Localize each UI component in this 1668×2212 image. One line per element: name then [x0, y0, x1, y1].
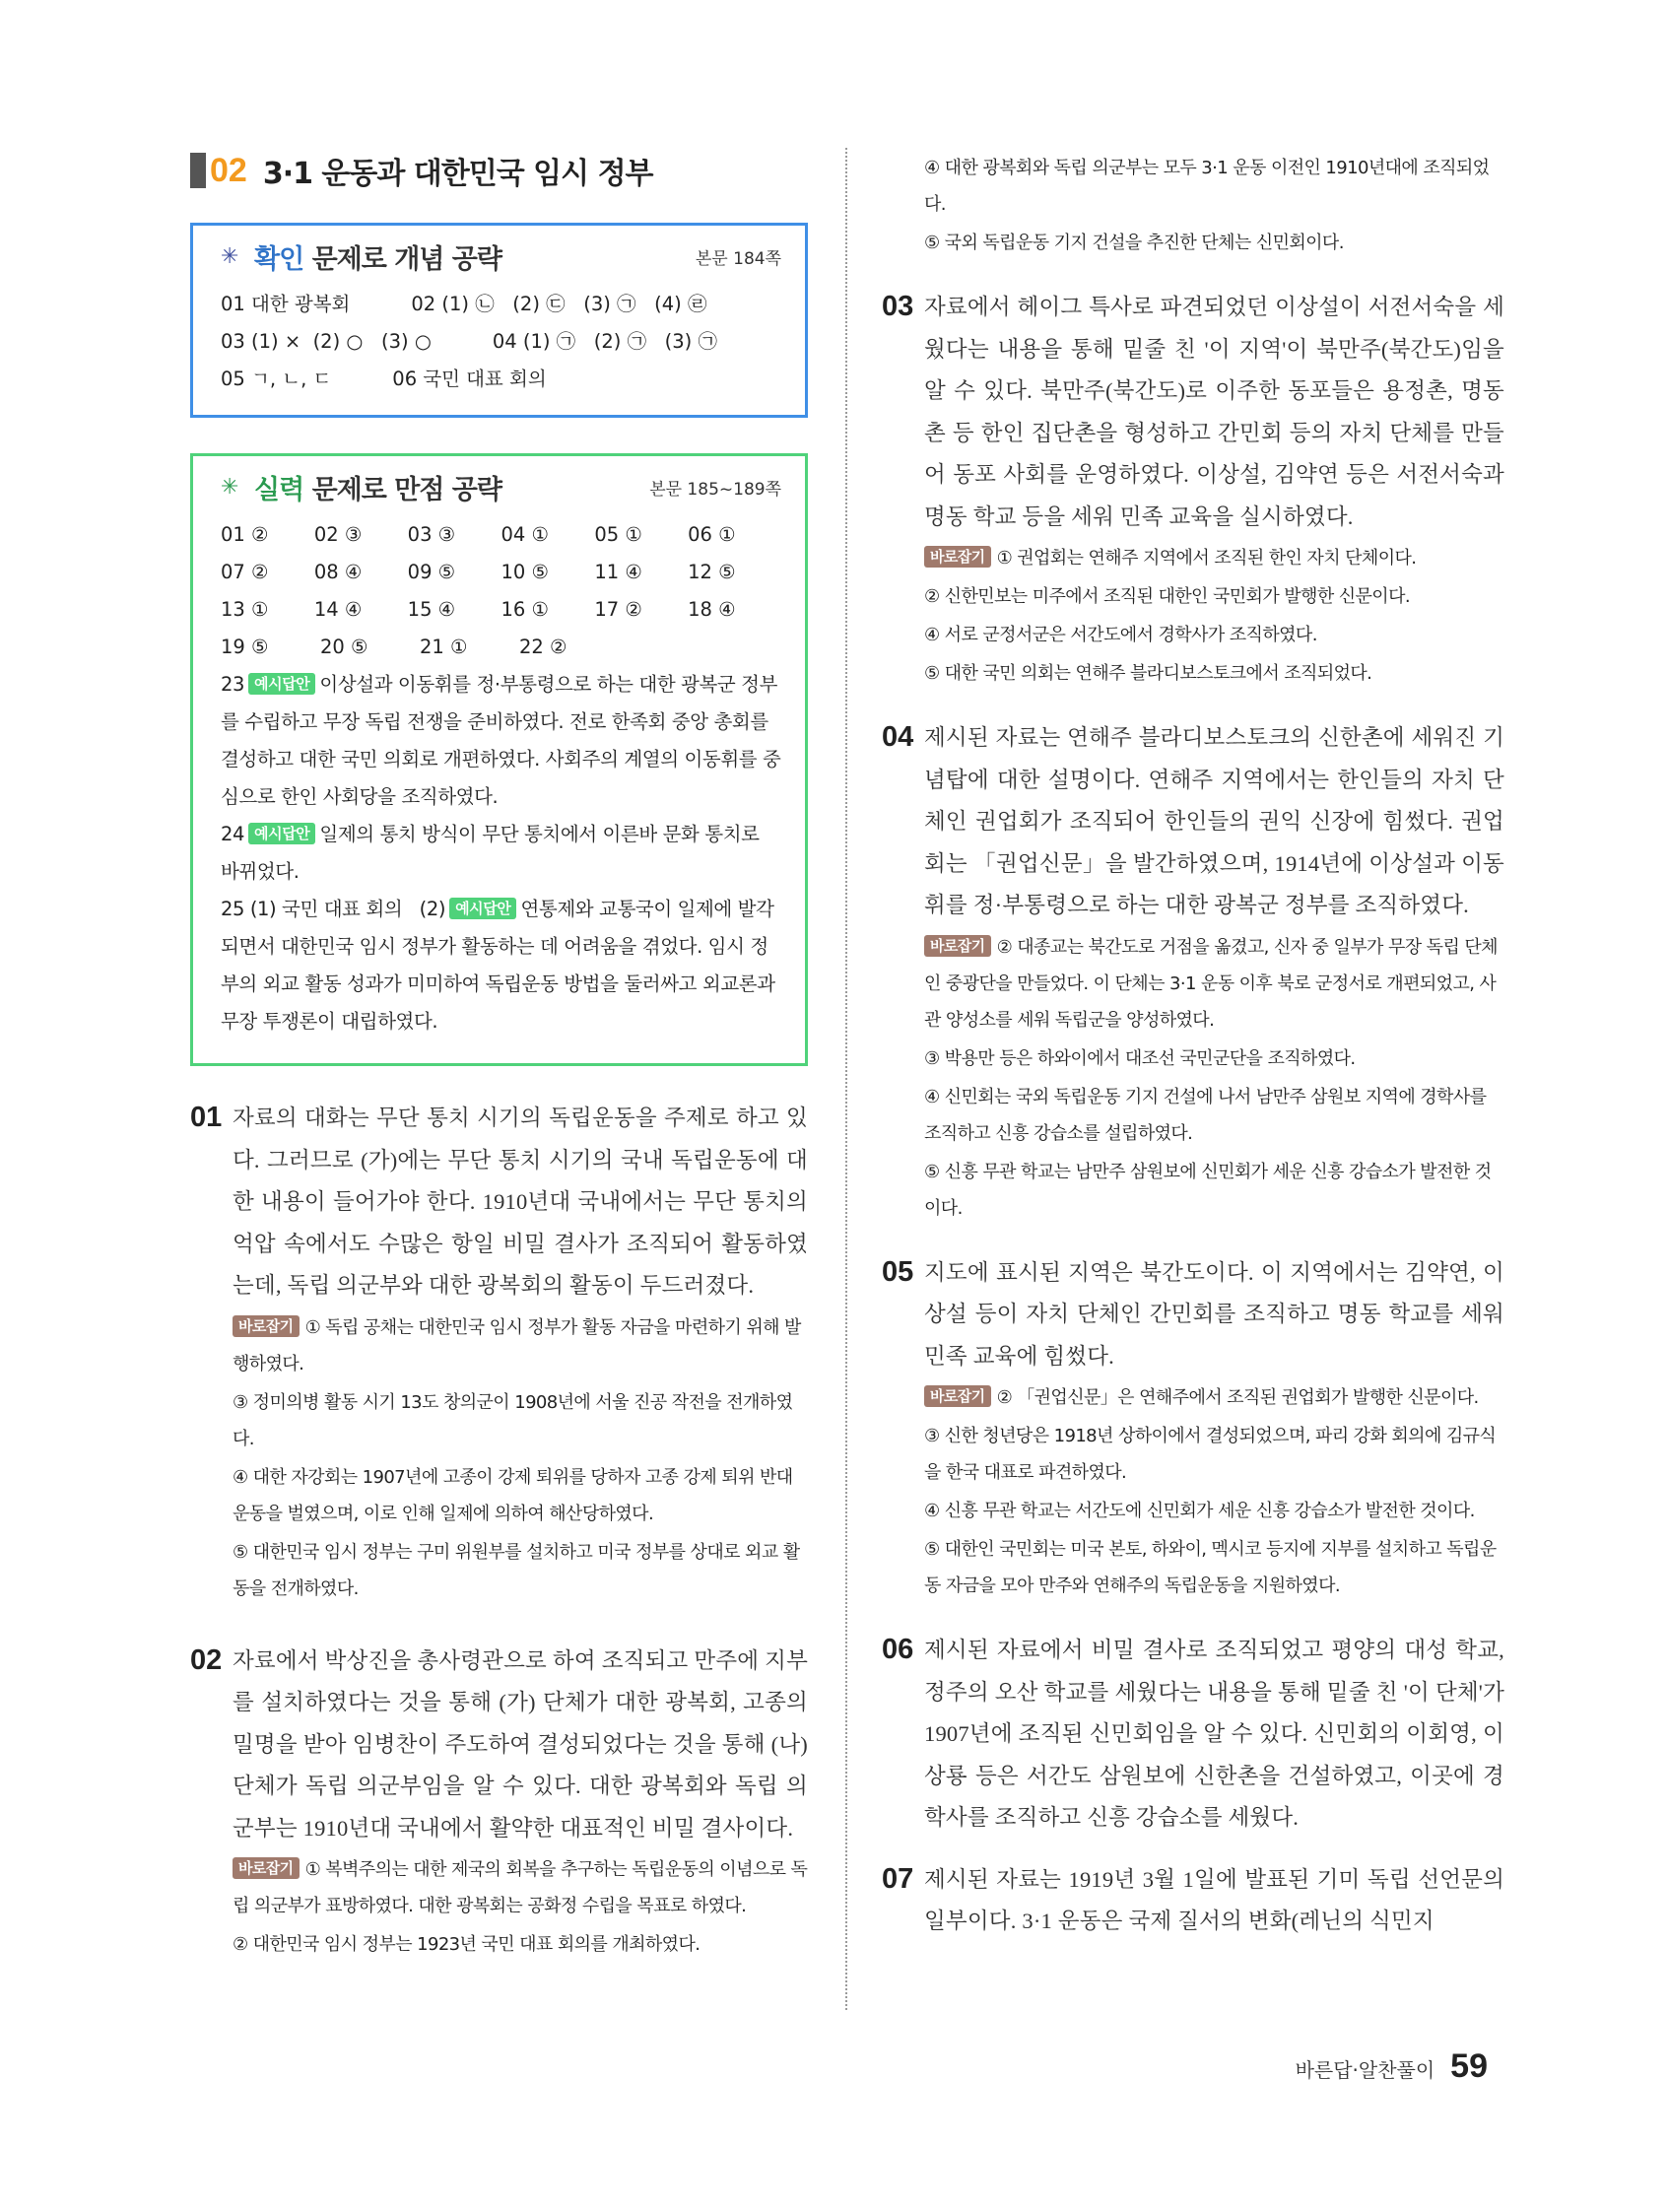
correction-line: ④ 신민회는 국외 독립운동 기지 건설에 나서 남만주 삼원보 지역에 경학사를 조직하고 신흥 강습소를 설립하였다. [924, 1086, 1487, 1144]
correction-tag: 바로잡기 [233, 1315, 300, 1337]
answer-line: 05 ㄱ, ㄴ, ㄷ 06 국민 대표 회의 [221, 368, 547, 390]
answer-cell: 03 ③ [407, 523, 456, 546]
correction-tag: 바로잡기 [924, 1385, 991, 1407]
answer-cell: 04 ① [500, 523, 549, 546]
item-explanation: 자료에서 박상진을 총사령관으로 하여 조직되고 만주에 지부를 설치하였다는 것을 통해 (가) 단체가 대한 광복회, 고종의 밀명을 받아 임병찬이 주도하여 결성되었다는 것을 통해 (나) 단체가 독립 의군부임을 알 수 있다. 대한 광복회와 독립 의군부는 1910년대 국내에서 활약한 대표적인 비밀 결사이다. [233, 1647, 808, 1841]
section-bar [190, 153, 206, 188]
section-number: 02 [210, 151, 247, 189]
concept-check-box [190, 223, 808, 418]
box-header [221, 468, 781, 506]
correction-tag: 바로잡기 [924, 546, 991, 568]
section-title [190, 148, 808, 193]
correction-line: ④ 신흥 무관 학교는 서간도에 신민회가 세운 신흥 강습소가 발전한 것이다. [924, 1501, 1475, 1521]
answer-25: 25 (1) 국민 대표 회의 (2) 예시답안 연통제와 교통국이 일제에 발각되면서 대한민국 임시 정부가 활동하는 데 어려움을 겪었다. 임시 정부의 외교 활동 성과가 미미하여 독립운동 방법을 둘러싸고 외교론과 무장 투쟁론이 대립하였다. [221, 898, 775, 1033]
section-heading: 3·1 운동과 대한민국 임시 정부 [262, 157, 653, 191]
answer-cell: 11 ④ [594, 561, 642, 583]
answer-cell: 13 ① [221, 598, 269, 621]
correction-line: ④ 대한 광복회와 독립 의군부는 모두 3·1 운동 이전인 1910년대에 조직되었다. [924, 158, 1490, 215]
answer-row [221, 516, 781, 554]
correction-line: ③ 박용만 등은 하와이에서 대조선 국민군단을 조직하였다. [924, 1047, 1356, 1069]
example-answer-tag: 예시답안 [248, 823, 315, 844]
answer-cell: 14 ④ [313, 598, 363, 621]
item-number: 06 [882, 1634, 914, 1665]
correction: 바로잡기 ① 복벽주의는 대한 제국의 회복을 추구하는 독립운동의 이념으로 독립 의군부가 표방하였다. 대한 광복회는 공화정 수립을 목표로 하였다. [233, 1859, 808, 1916]
item-explanation: 제시된 자료에서 비밀 결사로 조직되었고 평양의 대성 학교, 정주의 오산 학교를 세웠다는 내용을 통해 밑줄 친 '이 단체'가 1907년에 조직된 신민회임을 알 수 있다. 신민회의 이회영, 이상룡 등은 서간도 삼원보에 신한촌을 건설하였고, 이곳에 경학사를 조직하고 신흥 강습소를 세웠다. [924, 1638, 1504, 1830]
answer-cell: 20 ⑤ [320, 636, 368, 658]
box-header [221, 237, 781, 276]
answer-row [221, 554, 781, 591]
correction-line: ⑤ 대한 국민 의회는 연해주 블라디보스토크에서 조직되었다. [924, 663, 1372, 684]
item-explanation: 제시된 자료는 1919년 3월 1일에 발표된 기미 독립 선언문의 일부이다. 3·1 운동은 국제 질서의 변화(레닌의 식민지 [924, 1866, 1504, 1933]
correction: 바로잡기 ① 권업회는 연해주 지역에서 조직된 한인 자치 단체이다. [924, 540, 1504, 576]
skill-check-box [190, 453, 808, 1066]
answer-cell: 05 ① [594, 523, 642, 546]
item-explanation: 지도에 표시된 지역은 북간도이다. 이 지역에서는 김약연, 이상설 등이 자치 단체인 간민회를 조직하고 명동 학교를 세워 민족 교육에 힘썼다. [924, 1259, 1504, 1369]
answer-cell: 08 ④ [313, 561, 363, 583]
answer-line: 01 대한 광복회 02 (1) ㉡ (2) ㉢ (3) ㉠ (4) ㉣ [221, 293, 707, 315]
answer-row [221, 629, 781, 666]
correction-line: ③ 정미의병 활동 시기 13도 창의군이 1908년에 서울 진공 작전을 전개하였다. [233, 1391, 793, 1449]
footer-title: 바른답·알찬풀이 [1295, 2058, 1435, 2082]
explanation-item [882, 287, 1504, 692]
explanation-item [190, 1098, 808, 1607]
page-reference: 본문 185~189쪽 [649, 480, 781, 500]
page-number: 59 [1450, 2047, 1488, 2085]
answer-cell: 12 ⑤ [688, 561, 736, 583]
answer-cell: 18 ④ [688, 598, 736, 621]
answer-cell: 15 ④ [407, 598, 456, 621]
right-column [882, 148, 1504, 1943]
correction: 바로잡기 ② 「권업신문」은 연해주에서 조직된 권업회가 발행한 신문이다. [924, 1379, 1504, 1416]
item-number: 03 [882, 291, 914, 322]
correction-line: ⑤ 신흥 무관 학교는 남만주 삼원보에 신민회가 세운 신흥 강습소가 발전한 것이다. [924, 1161, 1492, 1219]
answer-cell: 09 ⑤ [407, 561, 456, 583]
correction-line: ③ 신한 청년당은 1918년 상하이에서 결성되었으며, 파리 강화 회의에 김규식을 한국 대표로 파견하였다. [924, 1426, 1497, 1483]
answer-line: 03 (1) × (2) ○ (3) ○ 04 (1) ㉠ (2) ㉠ (3) ㉠ [221, 330, 717, 353]
correction-tag: 바로잡기 [233, 1857, 300, 1879]
correction-line: ② 신한민보는 미주에서 조직된 대한인 국민회가 발행한 신문이다. [924, 586, 1410, 607]
answer-cell: 07 ② [221, 561, 269, 583]
answer-cell: 22 ② [519, 636, 567, 658]
explanation-item [190, 1641, 808, 1964]
answer-cell: 21 ① [420, 636, 468, 658]
item-number: 07 [882, 1862, 914, 1895]
sparkle-icon: ✳ [221, 475, 239, 500]
answer-row [221, 591, 781, 629]
answer-cell: 19 ⑤ [221, 636, 269, 658]
item-number: 02 [190, 1643, 223, 1676]
explanation-item [882, 717, 1504, 1227]
correction-line: ④ 대한 자강회는 1907년에 고종이 강제 퇴위를 당하자 고종 강제 퇴위 반대 운동을 벌였으며, 이로 인해 일제에 의하여 해산당하였다. [233, 1466, 793, 1524]
answer-cell: 01 ② [221, 523, 269, 546]
box-title: 실력 문제로 만점 공략 [254, 475, 501, 505]
page-reference: 본문 184쪽 [695, 249, 781, 269]
item-explanation: 자료의 대화는 무단 통치 시기의 독립운동을 주제로 하고 있다. 그러므로 (가)에는 무단 통치 시기의 국내 독립운동에 대한 내용이 들어가야 한다. 1910년대 국내에서는 무단 통치의 억압 속에서도 수많은 항일 비밀 결사가 조직되어 활동하였는데, 독립 의군부와 대한 광복회의 활동이 두드러졌다. [233, 1106, 808, 1298]
box-title: 확인 문제로 개념 공략 [254, 244, 501, 275]
answer-23: 23 예시답안 이상설과 이동휘를 정·부통령으로 하는 대한 광복군 정부를 수립하고 무장 독립 전쟁을 준비하였다. 전로 한족회 중앙 총회를 결성하고 대한 국민 의회로 개편하였다. 사회주의 계열의 이동휘를 중심으로 한인 사회당을 조직하였다. [221, 673, 781, 808]
answer-24: 24 예시답안 일제의 통치 방식이 무단 통치에서 이른바 문화 통치로 바뀌었다. [221, 823, 760, 883]
sparkle-icon: ✳ [221, 244, 239, 269]
answer-cell: 02 ③ [313, 523, 363, 546]
correction: 바로잡기 ② 대종교는 북간도로 거점을 옮겼고, 신자 중 일부가 무장 독립 단체인 중광단을 만들었다. 이 단체는 3·1 운동 이후 북로 군정서로 개편되었고, 사관 양성소를 세워 독립군을 양성하였다. [924, 936, 1498, 1031]
item-number: 04 [882, 721, 914, 753]
correction-line: ④ 서로 군정서군은 서간도에서 경학사가 조직하였다. [924, 625, 1317, 645]
item-explanation: 자료에서 헤이그 특사로 파견되었던 이상설이 서전서숙을 세웠다는 내용을 통해 밑줄 친 '이 지역'이 북만주(북간도)임을 알 수 있다. 북만주(북간도)로 이주한 동포들은 용정촌, 명동촌 등 한인 집단촌을 형성하고 간민회 등의 자치 단체를 만들어 동포 사회를 운영하였다. 이상설, 김약연 등은 서전서숙과 명동 학교 등을 세워 민족 교육을 실시하였다. [924, 295, 1504, 529]
correction-line: ② 대한민국 임시 정부는 1923년 국민 대표 회의를 개최하였다. [233, 1934, 701, 1955]
example-answer-tag: 예시답안 [449, 898, 516, 919]
explanation-item [882, 1859, 1504, 1943]
explanation-item [882, 1630, 1504, 1840]
correction-line: ⑤ 대한민국 임시 정부는 구미 위원부를 설치하고 미국 정부를 상대로 외교 활동을 전개하였다. [233, 1541, 800, 1599]
page-footer [1296, 2047, 1488, 2086]
answer-cell: 10 ⑤ [500, 561, 549, 583]
answer-cell: 17 ② [594, 598, 642, 621]
correction-line: ⑤ 대한인 국민회는 미국 본토, 하와이, 멕시코 등지에 지부를 설치하고 독립운동 자금을 모아 만주와 연해주의 독립운동을 지원하였다. [924, 1539, 1497, 1596]
example-answer-tag: 예시답안 [248, 673, 315, 695]
item-explanation: 제시된 자료는 연해주 블라디보스토크의 신한촌에 세워진 기념탑에 대한 설명이다. 연해주 지역에서는 한인들의 자치 단체인 권업회가 조직되어 한인들의 권익 신장에 힘썼다. 권업회는 「권업신문」을 발간하였으며, 1914년에 이상설과 이동휘를 정·부통령으로 하는 대한 광복군 정부를 조직하였다. [924, 725, 1504, 917]
correction-tag: 바로잡기 [924, 935, 991, 957]
correction-line: ⑤ 국외 독립운동 기지 건설을 추진한 단체는 신민회이다. [924, 233, 1344, 253]
answer-cell: 16 ① [500, 598, 549, 621]
item-number: 01 [190, 1102, 223, 1133]
item-number: 05 [882, 1255, 914, 1288]
answer-cell: 06 ① [688, 523, 736, 546]
correction: 바로잡기 ① 독립 공채는 대한민국 임시 정부가 활동 자금을 마련하기 위해 발행하였다. [233, 1316, 801, 1374]
left-column [190, 148, 808, 1963]
column-divider [845, 148, 847, 2010]
explanation-item [882, 1252, 1504, 1605]
